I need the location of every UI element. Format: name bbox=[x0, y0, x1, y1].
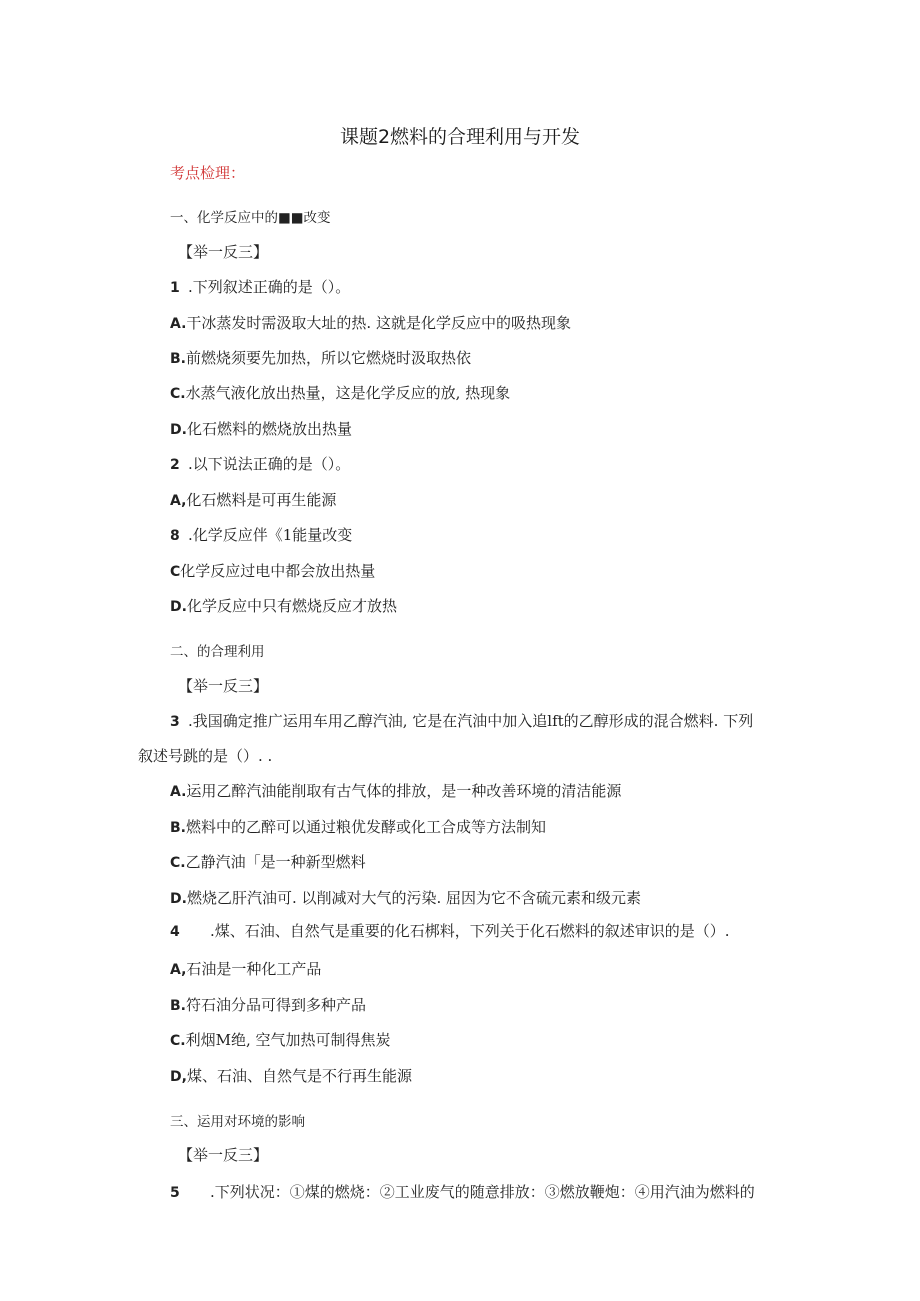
option-letter: A. bbox=[170, 784, 187, 800]
option-item bbox=[170, 382, 510, 403]
option-letter: B. bbox=[170, 998, 186, 1014]
option-text: 化学反应中只有燃烧反应才放热 bbox=[186, 597, 397, 615]
option-letter: B. bbox=[170, 351, 186, 367]
option-letter: D. bbox=[170, 422, 187, 438]
question-3 bbox=[170, 710, 753, 731]
question-stem: .我国确定推广运用车用乙醇汽油, 它是在汽油中加入追lft的乙醇形成的混合燃料. 下列 bbox=[188, 712, 754, 730]
option-letter: A, bbox=[170, 962, 187, 978]
option-item bbox=[170, 312, 571, 333]
option-item bbox=[170, 958, 321, 979]
option-item bbox=[170, 489, 336, 510]
option-item bbox=[170, 347, 471, 368]
section-heading: 二、的合理利用 bbox=[170, 644, 265, 660]
option-text: 燃烧乙肝汽油可. 以削减对大气的污染. 屈因为它不含硫元素和级元素 bbox=[186, 889, 642, 907]
option-text: 符石油分品可得到多种产品 bbox=[186, 996, 367, 1014]
option-letter: D. bbox=[170, 599, 187, 615]
question-number: 4 bbox=[170, 924, 180, 940]
option-text: 干冰蒸发时需汲取大址的热. 这就是化学反应中的吸热现象 bbox=[186, 314, 571, 332]
question-stem: .下列叙述正确的是（）。 bbox=[188, 278, 351, 296]
option-letter: C. bbox=[170, 1033, 186, 1049]
option-text: 化石燃料的燃烧放出热量 bbox=[186, 420, 352, 438]
option-letter: C. bbox=[170, 855, 186, 871]
option-text: 燃料中的乙醉可以通过粮优发酵或化工合成等方法制知 bbox=[186, 818, 547, 836]
option-item bbox=[170, 595, 397, 616]
option-item bbox=[170, 887, 641, 908]
option-item bbox=[170, 816, 546, 837]
question-stem: .煤、石油、自然气是重要的化石梆料，下列关于化石燃料的叙述审识的是（）. bbox=[210, 922, 730, 940]
option-text: 运用乙醉汽油能削取有古气体的排放，是一种改善环境的清洁能源 bbox=[186, 782, 622, 800]
option-item bbox=[170, 418, 352, 439]
section-heading: 一、化学反应中的■■改变 bbox=[170, 210, 331, 226]
option-item bbox=[170, 994, 366, 1015]
question-number: 5 bbox=[170, 1185, 180, 1201]
option-text: 乙静汽油「是一种新型燃料 bbox=[185, 853, 366, 871]
option-letter: A. bbox=[170, 316, 187, 332]
option-letter: A, bbox=[170, 493, 187, 509]
question-stem: .下列状况：①煤的燃烧：②工业废气的随意排放：③燃放鞭炮：④用汽油为燃料的 bbox=[210, 1183, 755, 1201]
question-number: 3 bbox=[170, 714, 180, 730]
practice-label: 【举一反三】 bbox=[178, 1146, 269, 1164]
review-label: 考点检理： bbox=[170, 164, 246, 182]
option-item bbox=[170, 851, 366, 872]
question-stem: .以下说法正确的是（）。 bbox=[188, 455, 351, 473]
option-text: 化石燃料是可再生能源 bbox=[186, 491, 337, 509]
option-item bbox=[170, 560, 375, 581]
question-number: 1 bbox=[170, 280, 180, 296]
option-item bbox=[170, 780, 621, 801]
option-text: 水蒸气液化放出热量，这是化学反应的放, 热现象 bbox=[185, 384, 511, 402]
option-letter: C bbox=[170, 564, 181, 580]
page-title: 课题2燃料的合理利用与开发 bbox=[339, 126, 581, 148]
option-letter: B. bbox=[170, 820, 186, 836]
question-number: 2 bbox=[170, 457, 180, 473]
option-item bbox=[170, 1029, 391, 1050]
question-stem-continued: 叙述号跳的是（）. . bbox=[138, 747, 273, 765]
option-text: 煤、石油、自然气是不行再生能源 bbox=[186, 1067, 412, 1085]
option-text: 石油是一种化工产品 bbox=[186, 960, 322, 978]
question-1 bbox=[170, 276, 350, 297]
question-5 bbox=[170, 1181, 755, 1202]
option-text: 利烟M绝, 空气加热可制得焦炭 bbox=[185, 1031, 391, 1049]
practice-label: 【举一反三】 bbox=[178, 243, 269, 261]
section-heading: 三、运用对环境的影响 bbox=[170, 1114, 305, 1130]
option-text: .化学反应伴《1能量改变 bbox=[188, 526, 353, 544]
option-text: 化学反应过电中都会放出热量 bbox=[180, 562, 376, 580]
option-letter: 8 bbox=[170, 528, 180, 544]
option-letter: C. bbox=[170, 386, 186, 402]
question-2 bbox=[170, 453, 350, 474]
option-letter: D. bbox=[170, 891, 187, 907]
question-4 bbox=[170, 920, 730, 941]
option-item bbox=[170, 524, 352, 545]
practice-label: 【举一反三】 bbox=[178, 677, 269, 695]
option-letter: D, bbox=[170, 1069, 187, 1085]
option-item bbox=[170, 1065, 412, 1086]
option-text: 前燃烧须要先加热，所以它燃烧时汲取热依 bbox=[186, 349, 472, 367]
